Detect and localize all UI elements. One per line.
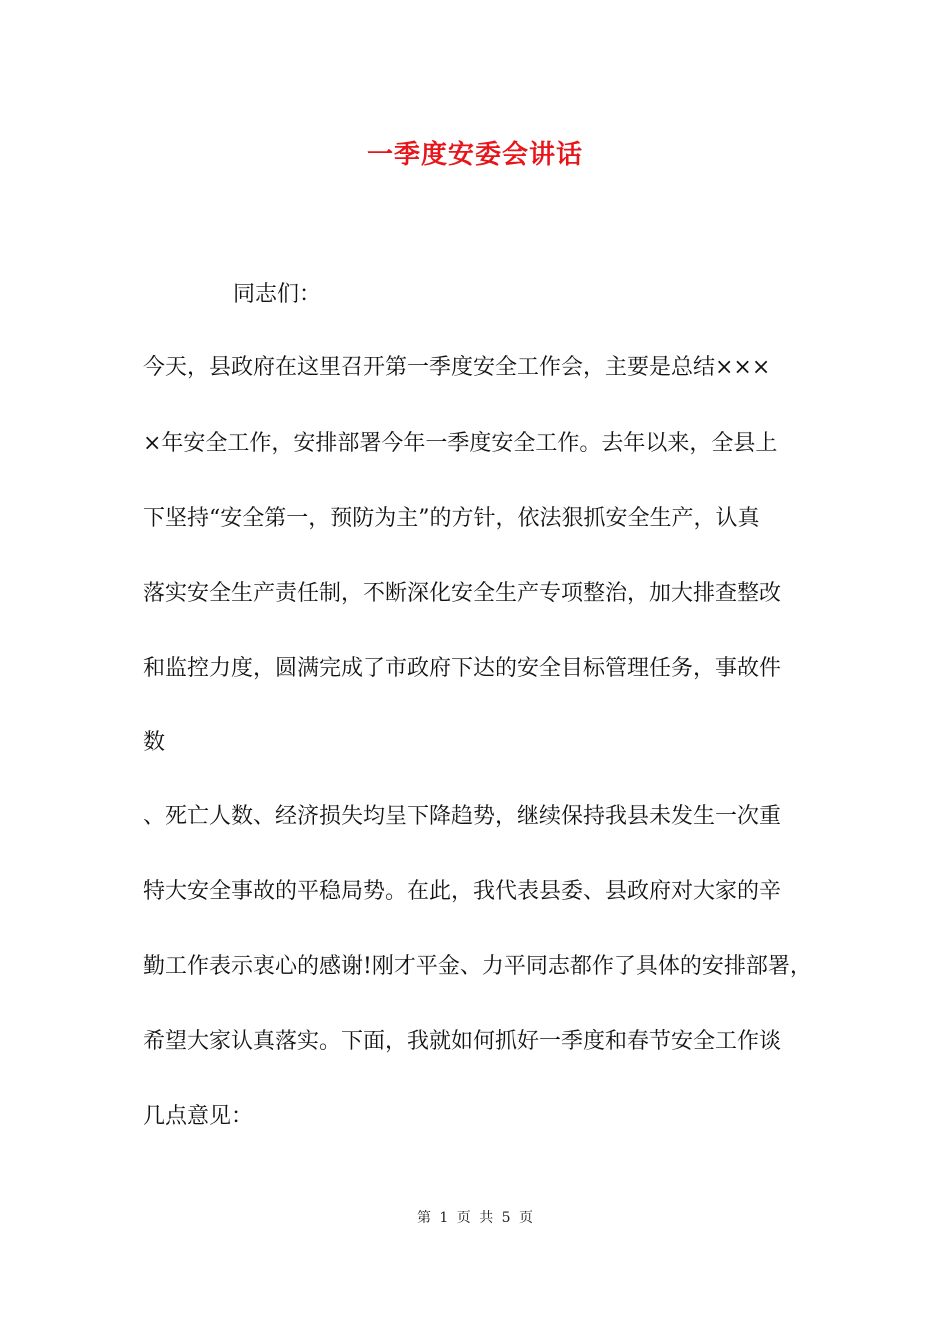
body-line: 落实安全生产责任制，不断深化安全生产专项整治，加大排查整改 xyxy=(143,581,782,606)
body-line: 、死亡人数、经济损失均呈下降趋势，继续保持我县未发生一次重 xyxy=(143,804,782,829)
footer-total-pages: 5 xyxy=(501,1210,511,1226)
page-footer xyxy=(0,1208,950,1228)
body-line: 下坚持“安全第一，预防为主”的方针，依法狠抓安全生产，认真 xyxy=(143,506,760,531)
body-line: 和监控力度，圆满完成了市政府下达的安全目标管理任务，事故件 xyxy=(143,656,782,681)
body-line: 特大安全事故的平稳局势。在此，我代表县委、县政府对大家的辛 xyxy=(143,879,782,904)
salutation: 同志们： xyxy=(233,282,322,307)
body-line: 几点意见： xyxy=(143,1104,254,1129)
footer-middle: 页 共 xyxy=(456,1210,494,1226)
body-line: 今天，县政府在这里召开第一季度安全工作会，主要是总结××× xyxy=(143,355,771,380)
document-title: 一季度安委会讲话 xyxy=(366,140,583,170)
footer-current-page: 1 xyxy=(439,1210,449,1226)
footer-suffix: 页 xyxy=(519,1210,534,1226)
footer-prefix: 第 xyxy=(416,1210,431,1226)
body-line: 希望大家认真落实。下面，我就如何抓好一季度和春节安全工作谈 xyxy=(143,1029,782,1054)
body-line: 数 xyxy=(143,730,166,755)
body-line: 勤工作表示衷心的感谢!刚才平金、力平同志都作了具体的安排部署， xyxy=(143,954,812,979)
body-line: ×年安全工作，安排部署今年一季度安全工作。去年以来，全县上 xyxy=(143,431,778,456)
